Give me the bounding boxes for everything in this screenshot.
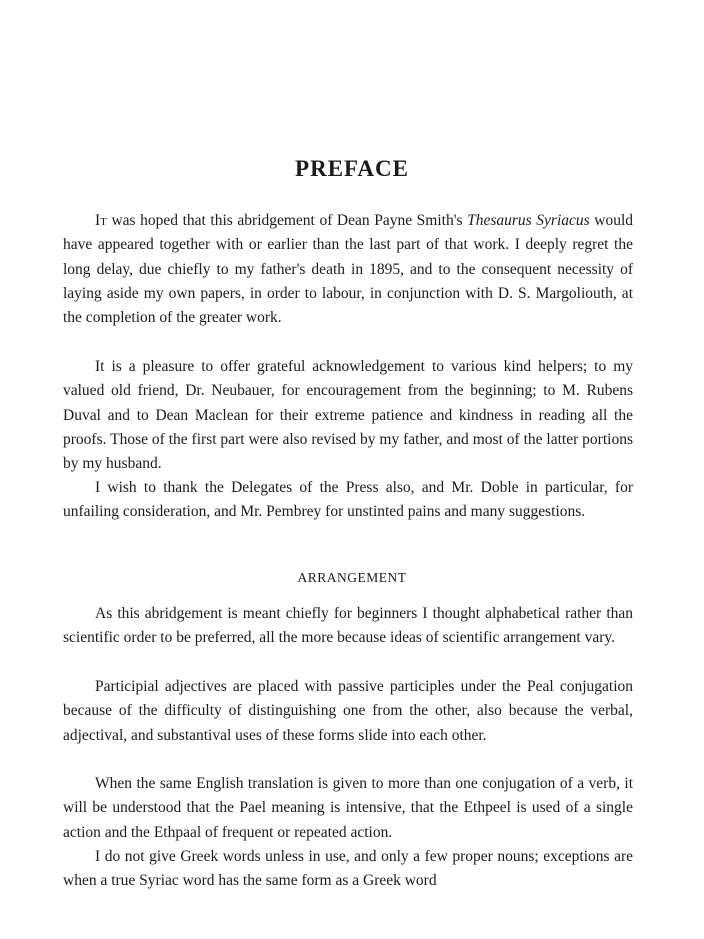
drop-word: It (95, 212, 107, 229)
arrangement-paragraph-4: I do not give Greek words unless in use, and only a few proper nouns; exceptions are when a true Syriac word has the same form as a Greek word (63, 848, 633, 890)
preface-paragraph-3: I wish to thank the Delegates of the Press also, and Mr. Doble in particular, for unfailing consideration, and Mr. Pembrey for unstinted pains and many suggestions. (63, 479, 633, 521)
preface-paragraph-1-text-b: would have appeared together with or earlier than the last part of that work. I deeply regret the long delay, due chiefly to my father's death in 1895, and to the consequent necessity of laying aside my own papers, in order to labour, in conjunction with D. S. Margoliouth, at the completion of the greater work. (63, 212, 633, 327)
section-heading-arrangement: ARRANGEMENT (297, 570, 407, 585)
arrangement-paragraph-3: When the same English translation is given to more than one conjugation of a verb, it will be understood that the Pael meaning is intensive, that the Ethpeel is used of a single action and the Ethpaal of frequent or repeated action. (63, 775, 633, 841)
arrangement-paragraph-1: As this abridgement is meant chiefly for beginners I thought alphabetical rather than scientific order to be preferred, all the more because ideas of scientific arrangement vary. (63, 605, 633, 647)
arrangement-paragraph-2: Participial adjectives are placed with passive participles under the Peal conjugation because of the difficulty of distinguishing one from the other, also because the verbal, adjectival, and substantival uses of these forms slide into each other. (63, 678, 633, 744)
page-title: PREFACE (295, 156, 409, 181)
preface-paragraph-2: It is a pleasure to offer grateful acknowledgement to various kind helpers; to my valued old friend, Dr. Neubauer, for encouragement from the beginning; to M. Rubens Duval and to Dean Maclean for their extreme patience and kindness in reading all the proofs. Those of the first part were also revised by my father, and most of the latter portions by my husband. (63, 358, 633, 473)
preface-paragraph-1-text-a: was hoped that this abridgement of Dean Payne Smith's (106, 212, 468, 229)
book-title: Thesaurus Syriacus (467, 212, 590, 229)
preface-paragraph-1 (63, 209, 633, 330)
